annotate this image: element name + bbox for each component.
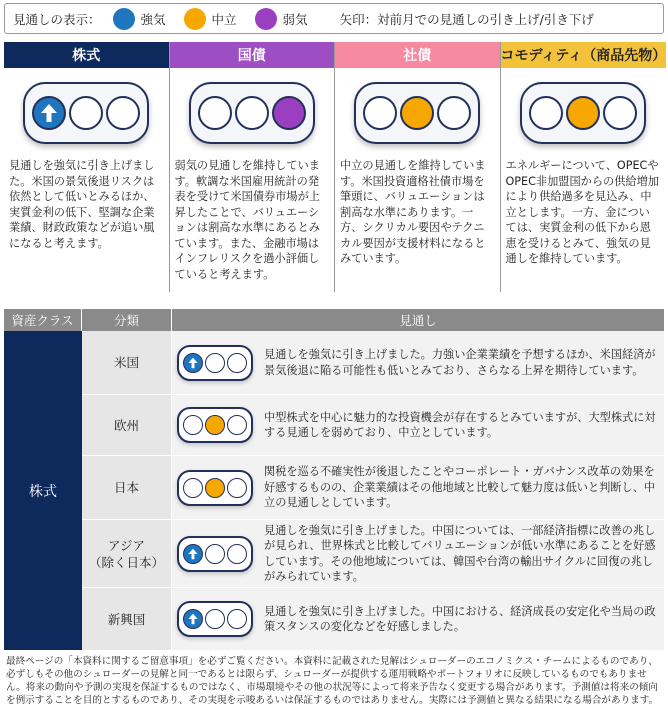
asset-class-cell: 株式 bbox=[4, 331, 82, 650]
row-signal bbox=[172, 331, 258, 394]
neutral-bulb-icon bbox=[235, 96, 269, 130]
table-row bbox=[82, 456, 664, 520]
row-category: 米国 bbox=[82, 331, 172, 394]
weak-bulb-icon bbox=[227, 544, 247, 564]
column-govt-bonds bbox=[170, 42, 336, 292]
table-row bbox=[82, 588, 664, 650]
weak-bulb-icon bbox=[437, 96, 471, 130]
row-signal bbox=[172, 456, 258, 519]
signal-light-box bbox=[501, 68, 667, 158]
table-row bbox=[82, 520, 664, 588]
weak-bulb-icon bbox=[227, 609, 247, 629]
table-rows bbox=[82, 331, 664, 650]
neutral-bulb-icon bbox=[205, 544, 225, 564]
strong-bulb-icon bbox=[363, 96, 397, 130]
row-text: 見通しを強気に引き上げました。中国については、一部経済指標に改善の兆しが見られ、世界株式と比較してバリュエーションが低い水準にあることを好感しています。その他地域については、韓国や台湾の輸出サイクルに回復の兆しがみられています。 bbox=[258, 520, 664, 587]
equity-regional-table bbox=[4, 309, 664, 650]
strong-bulb-icon bbox=[529, 96, 563, 130]
row-category: 新興国 bbox=[82, 588, 172, 650]
row-text: 見通しを強気に引き上げました。中国における、経済成長の安定化や当局の政策スタンスの変化などを好感しました。 bbox=[258, 588, 664, 650]
traffic-light-icon bbox=[177, 345, 253, 381]
neutral-bulb-icon bbox=[400, 96, 434, 130]
table-row bbox=[82, 331, 664, 395]
weak-bulb-icon bbox=[272, 96, 306, 130]
column-commodities bbox=[501, 42, 667, 292]
weak-bulb-icon bbox=[227, 415, 247, 435]
neutral-dot-icon bbox=[184, 8, 206, 30]
weak-bulb-icon bbox=[227, 353, 247, 373]
legend-weak: 弱気 bbox=[282, 11, 308, 27]
traffic-light-icon bbox=[177, 536, 253, 572]
traffic-light-icon bbox=[177, 407, 253, 443]
row-text: 中型株式を中心に魅力的な投資機会が存在するとみていますが、大型株式に対する見通しを弱めており、中立としています。 bbox=[258, 395, 664, 455]
table-body bbox=[4, 331, 664, 650]
neutral-bulb-icon bbox=[566, 96, 600, 130]
column-title: 国債 bbox=[170, 42, 335, 68]
neutral-bulb-icon bbox=[205, 353, 225, 373]
arrow-up-icon bbox=[186, 356, 200, 370]
arrow-up-icon bbox=[186, 612, 200, 626]
column-text: エネルギーについて、OPECやOPEC非加盟国からの供給増加により供給過多を見込み、中立とします。一方、金については、実質金利の低下から恩恵を受けるとみて、強気の見通しを維持しています。 bbox=[505, 159, 659, 265]
signal-light-box bbox=[4, 68, 169, 158]
strong-bulb-icon bbox=[183, 544, 203, 564]
row-category: アジア （除く日本） bbox=[82, 520, 172, 587]
arrow-up-icon bbox=[186, 547, 200, 561]
traffic-light-icon bbox=[189, 82, 315, 144]
table-header bbox=[4, 309, 664, 331]
strong-dot-icon bbox=[113, 8, 135, 30]
column-text: 中立の見通しを維持しています。米国投資適格社債市場を筆頭に、バリュエーションは割高な水準にあります。一方、シクリカル要因やテクニカル要因が支援材料になるとみています。 bbox=[340, 159, 486, 265]
column-text: 見通しを強気に引き上げました。米国の景気後退リスクは依然として低いとみるほか、実質金利の低下、堅調な企業業績、財政政策などが追い風になると考えます。 bbox=[9, 159, 155, 250]
column-credit bbox=[335, 42, 501, 292]
strong-bulb-icon bbox=[183, 478, 203, 498]
row-signal bbox=[172, 588, 258, 650]
signal-light-box bbox=[170, 68, 335, 158]
weak-bulb-icon bbox=[603, 96, 637, 130]
column-title: 株式 bbox=[4, 42, 169, 68]
strong-bulb-icon bbox=[183, 415, 203, 435]
disclaimer-footnote: 最終ページの「本資料に関するご留意事項」を必ずご覧ください。本資料に記載された見解はシュローダーのエコノミクス・チームによるものであり、必ずしもその他のシュローダーの見解と同一であるとは限らず、シュローダーが提供する運用戦略やポートフォリオに反映しているものでもありません。将来の動向や予測の実現を保証するものではなく、市場環境やその他の状況等によって将来予告なく変更する場合があります。予測値は将来の傾向を例示することを目的とするものであり、その実現を示唆あるいは保証するものではありません。実際には予測値と異なる結果になる場合があります。 bbox=[6, 656, 659, 706]
asset-columns bbox=[4, 42, 666, 292]
strong-bulb-icon bbox=[183, 609, 203, 629]
legend-title: 見通しの表示： bbox=[13, 11, 101, 27]
header-asset-class: 資産クラス bbox=[4, 309, 82, 331]
strong-bulb-icon bbox=[32, 96, 66, 130]
neutral-bulb-icon bbox=[69, 96, 103, 130]
row-category: 欧州 bbox=[82, 395, 172, 455]
signal-light-box bbox=[335, 68, 500, 158]
traffic-light-icon bbox=[177, 470, 253, 506]
strong-bulb-icon bbox=[183, 353, 203, 373]
header-category: 分類 bbox=[82, 309, 172, 331]
column-title: 社債 bbox=[335, 42, 500, 68]
row-signal bbox=[172, 395, 258, 455]
neutral-bulb-icon bbox=[205, 478, 225, 498]
neutral-bulb-icon bbox=[205, 609, 225, 629]
strong-bulb-icon bbox=[198, 96, 232, 130]
traffic-light-icon bbox=[177, 601, 253, 637]
column-text: 弱気の見通しを維持しています。軟調な米国雇用統計の発表を受けて米国債券市場が上昇したことで、バリュエーションは割高な水準にあるとみています。また、金融市場はインフレリスクを過小評価していると考えます。 bbox=[174, 159, 320, 281]
column-title: コモディティ（商品先物） bbox=[501, 42, 667, 68]
row-category: 日本 bbox=[82, 456, 172, 519]
legend-strong: 強気 bbox=[140, 11, 166, 27]
row-text: 関税を巡る不確実性が後退したことやコーポレート・ガバナンス改革の効果を好感するものの、企業業績はその他地域と比較して魅力度は低いと判断し、中立の見通しとしています。 bbox=[258, 456, 664, 519]
row-signal bbox=[172, 520, 258, 587]
arrow-up-icon bbox=[37, 101, 61, 125]
weak-bulb-icon bbox=[106, 96, 140, 130]
traffic-light-icon bbox=[23, 82, 149, 144]
neutral-bulb-icon bbox=[205, 415, 225, 435]
traffic-light-icon bbox=[354, 82, 480, 144]
legend bbox=[4, 3, 664, 34]
header-outlook: 見通し bbox=[399, 313, 437, 328]
row-text: 見通しを強気に引き上げました。力強い企業業績を予想するほか、米国経済が景気後退に陥る可能性も低いとみており、さらなる上昇を期待しています。 bbox=[258, 331, 664, 394]
traffic-light-icon bbox=[520, 82, 646, 144]
weak-dot-icon bbox=[255, 8, 277, 30]
legend-neutral: 中立 bbox=[211, 11, 237, 27]
weak-bulb-icon bbox=[227, 478, 247, 498]
legend-arrow-note: 矢印：対前月での見通しの引き上げ/引き下げ bbox=[339, 11, 594, 27]
table-row bbox=[82, 395, 664, 456]
column-equity bbox=[4, 42, 170, 292]
